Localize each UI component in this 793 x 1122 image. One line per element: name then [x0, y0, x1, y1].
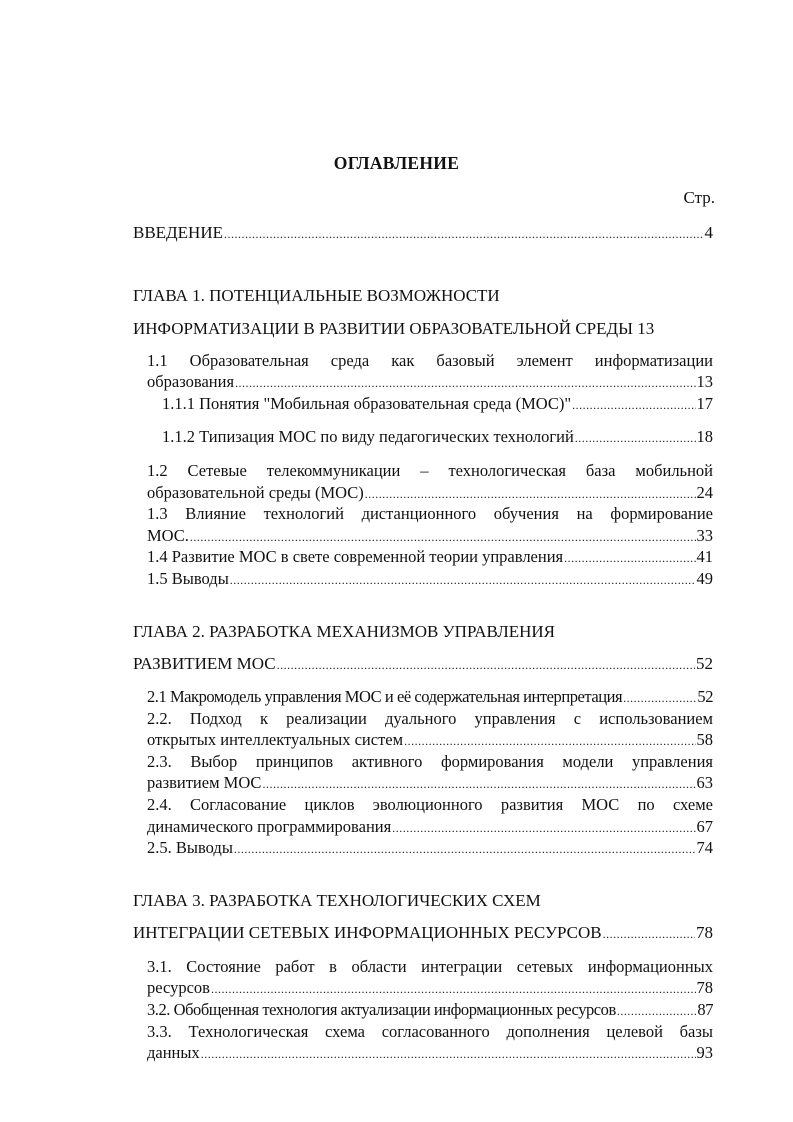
toc-entry-text: МОС.: [147, 526, 189, 545]
toc-entry-text: образования: [147, 372, 235, 391]
toc-entry-1-1-1: [162, 393, 713, 415]
toc-entry-text: динамического программирования: [147, 817, 392, 836]
toc-entry-1-3-line1: 1.3 Влияние технологий дистанционного обучения на формирование: [147, 504, 713, 523]
toc-entry-2-1: [147, 686, 713, 708]
toc-page-number: 78: [696, 923, 713, 942]
toc-entry-2-4-line1: 2.4. Согласование циклов эволюционного развития МОС по схеме: [147, 795, 713, 814]
toc-page-number: 13: [696, 372, 713, 391]
toc-page-number: 33: [696, 526, 713, 545]
toc-entry-1-2-line1: 1.2 Сетевые телекоммуникации – технологическая база мобильной: [147, 461, 713, 480]
toc-entry-text: развитием МОС: [147, 773, 262, 792]
toc-entry-text: РАЗВИТИЕМ МОС: [133, 654, 276, 673]
dot-leader: [392, 817, 695, 839]
toc-entry-3-3: [147, 1042, 713, 1064]
toc-page-number: 58: [696, 730, 713, 749]
dot-leader: [617, 1000, 697, 1022]
toc-entry-1-1-2: [162, 426, 713, 448]
toc-entry-2-2: [147, 729, 713, 751]
toc-page-number: 52: [697, 687, 713, 706]
toc-page-number: 63: [696, 773, 713, 792]
toc-entry-text: данных: [147, 1043, 200, 1062]
dot-leader: [234, 838, 696, 860]
toc-entry-intro: [133, 222, 713, 244]
dot-leader: [190, 526, 696, 548]
toc-entry-2-5: [147, 837, 713, 859]
toc-page-number: 41: [696, 547, 713, 566]
toc-entry-text: ресурсов: [147, 978, 210, 997]
toc-entry-1-2: [147, 482, 713, 504]
toc-entry-text: ИНТЕГРАЦИИ СЕТЕВЫХ ИНФОРМАЦИОННЫХ РЕСУРСОВ: [133, 923, 602, 942]
toc-page-number: 18: [696, 427, 713, 446]
dot-leader: [262, 773, 695, 795]
dot-leader: [224, 223, 704, 245]
dot-leader: [623, 687, 696, 709]
toc-entry-text: 1.1.1 Понятия "Мобильная образовательная среда (МОС)": [162, 394, 572, 413]
toc-entry-1-1-line1: 1.1 Образовательная среда как базовый элемент информатизации: [147, 351, 713, 370]
page-column-label: Стр.: [683, 188, 715, 207]
toc-entry-3-1: [147, 977, 713, 999]
toc-entry-2-3: [147, 772, 713, 794]
toc-entry-3-1-line1: 3.1. Состояние работ в области интеграции сетевых информационных: [147, 957, 713, 976]
toc-entry-text: 1.1.2 Типизация МОС по виду педагогических технологий: [162, 427, 574, 446]
chapter-1-heading: ГЛАВА 1. ПОТЕНЦИАЛЬНЫЕ ВОЗМОЖНОСТИ: [133, 286, 500, 305]
toc-entry-text: 2.5. Выводы: [147, 838, 233, 857]
chapter-2-heading-cont: [133, 653, 713, 675]
toc-entry-1-4: [147, 546, 713, 568]
toc-entry-1-3: [147, 525, 713, 547]
toc-page-number: 49: [696, 569, 713, 588]
toc-entry-text: ИНФОРМАТИЗАЦИИ В РАЗВИТИИ ОБРАЗОВАТЕЛЬНОЙ СРЕДЫ: [133, 319, 633, 338]
dot-leader: [603, 923, 695, 945]
toc-entry-text: 3.2. Обобщенная технология актуализации информационных ресурсов: [147, 1000, 616, 1019]
dot-leader: [365, 483, 696, 505]
toc-page-number: 17: [696, 394, 713, 413]
chapter-3-heading: ГЛАВА 3. РАЗРАБОТКА ТЕХНОЛОГИЧЕСКИХ СХЕМ: [133, 891, 541, 910]
toc-entry-2-4: [147, 816, 713, 838]
toc-page-number: 52: [696, 654, 713, 673]
toc-entry-text: образовательной среды (МОС): [147, 483, 364, 502]
dot-leader: [201, 1043, 696, 1065]
toc-entry-text: ВВЕДЕНИЕ: [133, 223, 223, 242]
toc-page-number: 93: [696, 1043, 713, 1062]
toc-page-number: 87: [697, 1000, 713, 1019]
dot-leader: [211, 978, 696, 1000]
toc-entry-text: 2.1 Макромодель управления МОС и её содержательная интерпретация: [147, 687, 623, 706]
chapter-1-heading-cont: [133, 318, 713, 340]
dot-leader: [235, 372, 695, 394]
dot-leader: [575, 427, 696, 449]
toc-entry-2-3-line1: 2.3. Выбор принципов активного формирования модели управления: [147, 752, 713, 771]
toc-entry-2-2-line1: 2.2. Подход к реализации дуального управления с использованием: [147, 709, 713, 728]
toc-entry-text: 1.4 Развитие МОС в свете современной теории управления: [147, 547, 564, 566]
dot-leader: [564, 547, 695, 569]
dot-leader: [572, 394, 695, 416]
toc-entry-3-2: [147, 999, 713, 1021]
toc-page-number: 78: [696, 978, 713, 997]
dot-leader: [230, 569, 696, 591]
toc-entry-text: открытых интеллектуальных систем: [147, 730, 404, 749]
toc-entry-text: 1.5 Выводы: [147, 569, 229, 588]
toc-page-number: 74: [696, 838, 713, 857]
toc-entry-3-3-line1: 3.3. Технологическая схема согласованного дополнения целевой базы: [147, 1022, 713, 1041]
chapter-2-heading: ГЛАВА 2. РАЗРАБОТКА МЕХАНИЗМОВ УПРАВЛЕНИЯ: [133, 622, 556, 641]
chapter-3-heading-cont: [133, 922, 713, 944]
page-title: ОГЛАВЛЕНИЕ: [333, 153, 460, 173]
toc-page-number: 4: [704, 223, 713, 242]
toc-entry-1-5: [147, 568, 713, 590]
toc-page-number: 67: [696, 817, 713, 836]
dot-leader: [277, 654, 695, 676]
toc-entry-1-1: [147, 371, 713, 393]
toc-page-number: 13: [637, 319, 655, 338]
dot-leader: [404, 730, 695, 752]
toc-page-number: 24: [696, 483, 713, 502]
